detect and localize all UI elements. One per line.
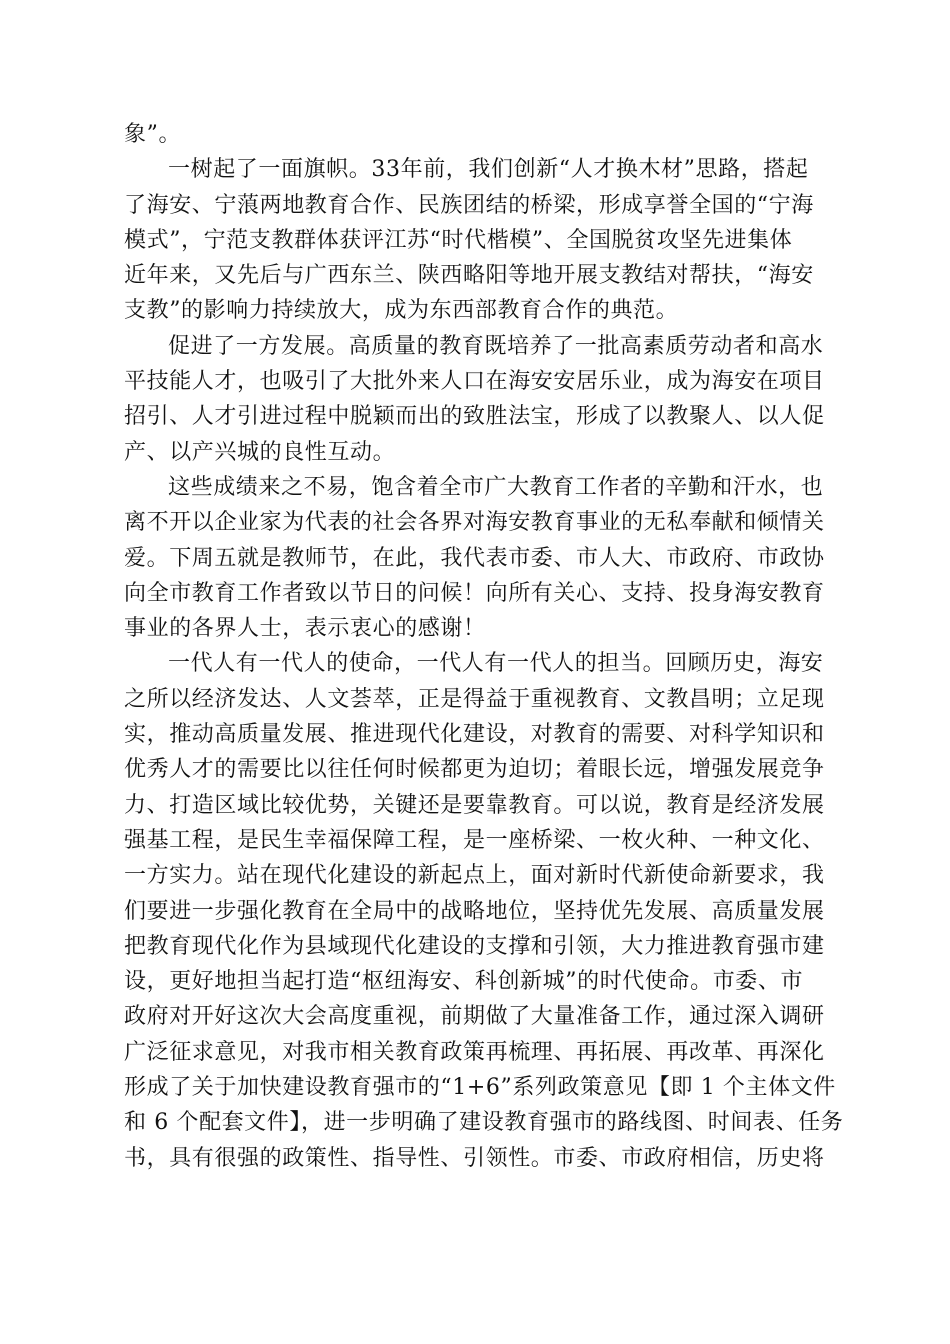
text-line: 们要进一步强化教育在全局中的战略地位，坚持优先发展、高质量发展 [124, 898, 825, 924]
document-body [124, 117, 844, 1176]
text-line: 广泛征求意见，对我市相关教育政策再梳理、再拓展、再改革、再深化 [124, 1039, 825, 1065]
text-line: 一方实力。站在现代化建设的新起点上，面对新时代新使命新要求，我 [124, 863, 825, 889]
text-line: 力、打造区域比较优势，关键还是要靠教育。可以说，教育是经济发展 [124, 792, 825, 818]
text-line: 促进了一方发展。高质量的教育既培养了一批高素质劳动者和高水 [168, 333, 824, 359]
text-line: 事业的各界人士，表示衷心的感谢！ [124, 616, 486, 642]
text-line: 离不开以企业家为代表的社会各界对海安教育事业的无私奉献和倾情关 [124, 510, 825, 536]
text-line: 政府对开好这次大会高度重视，前期做了大量准备工作，通过深入调研 [124, 1004, 825, 1030]
text-line: 实，推动高质量发展、推进现代化建设，对教育的需要、对科学知识和 [124, 722, 825, 748]
text-line: 这些成绩来之不易，饱含着全市广大教育工作者的辛勤和汗水，也 [168, 474, 824, 500]
text-line: 形成了关于加快建设教育强市的“1+6”系列政策意见【即 1 个主体文件 [124, 1075, 836, 1101]
text-line: 模式”，宁范支教群体获评江苏“时代楷模”、全国脱贫攻坚先进集体 [124, 227, 793, 253]
text-line: 一树起了一面旗帜。33年前，我们创新“人才换木材”思路，搭起 [168, 157, 809, 183]
text-line: 书，具有很强的政策性、指导性、引领性。市委、市政府相信，历史将 [124, 1145, 825, 1171]
text-line: 和 6 个配套文件】，进一步明确了建设教育强市的路线图、时间表、任务 [124, 1110, 844, 1136]
text-line: 支教”的影响力持续放大，成为东西部教育合作的典范。 [124, 298, 679, 324]
text-line: 设，更好地担当起打造“枢纽海安、科创新城”的时代使命。市委、市 [124, 969, 804, 995]
text-line: 优秀人才的需要比以往任何时候都更为迫切；着眼长远，增强发展竞争 [124, 757, 825, 783]
text-line: 平技能人才，也吸引了大批外来人口在海安安居乐业，成为海安在项目 [124, 369, 825, 395]
text-line: 一代人有一代人的使命，一代人有一代人的担当。回顾历史，海安 [168, 651, 824, 677]
text-line: 向全市教育工作者致以节日的问候！向所有关心、支持、投身海安教育 [124, 580, 825, 606]
text-line: 近年来，又先后与广西东兰、陕西略阳等地开展支教结对帮扶，“海安 [124, 263, 814, 289]
text-line: 产、以产兴城的良性互动。 [124, 439, 396, 465]
text-line: 把教育现代化作为县域现代化建设的支撑和引领，大力推进教育强市建 [124, 933, 825, 959]
text-line: 之所以经济发达、人文荟萃，正是得益于重视教育、文教昌明；立足现 [124, 686, 825, 712]
text-line: 招引、人才引进过程中脱颖而出的致胜法宝，形成了以教聚人、以人促 [124, 404, 825, 430]
text-line: 象”。 [124, 122, 182, 147]
text-line: 强基工程，是民生幸福保障工程，是一座桥梁、一枚火种、一种文化、 [124, 827, 825, 853]
text-line: 爱。下周五就是教师节，在此，我代表市委、市人大、市政府、市政协 [124, 545, 825, 571]
text-line: 了海安、宁蒗两地教育合作、民族团结的桥梁，形成享誉全国的“宁海 [124, 192, 814, 218]
